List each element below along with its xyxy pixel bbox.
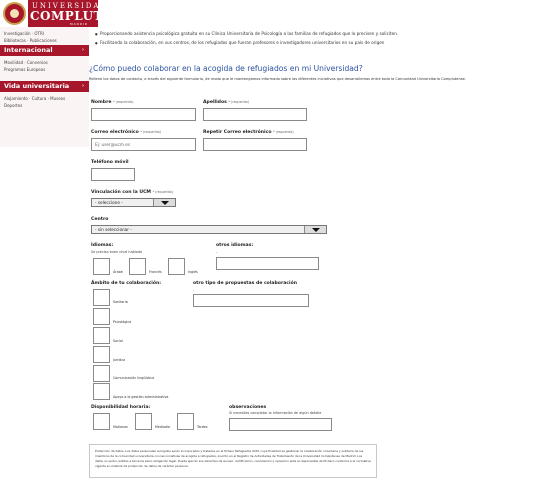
ambito-gestion-checkbox[interactable] [93, 383, 110, 400]
ambito-label: Ámbito de tu colaboración: [91, 281, 162, 286]
form-intro: Rellene los datos de contacto, a través del siguiente formulario, de modo que le mantengamos informado sobre las diferentes iniciativas que desarrollemos entre toda la Comunidad Universitaria Complutense. [89, 77, 466, 81]
chevron-down-icon[interactable] [153, 199, 175, 206]
otros-idiomas-dash: - [216, 250, 218, 254]
otros-idiomas-label: otros idiomas: [216, 243, 254, 248]
telefono-input[interactable] [91, 168, 135, 181]
ambito-sanitaria-label: Sanitaria [113, 300, 128, 304]
form-title: ¿Cómo puedo colaborar en la acogida de refugiados en mi Universidad? [89, 64, 363, 73]
repeat-email-label: Repetir Correo electrónico * (requerido) [203, 130, 294, 135]
sidebar-link-investigacion[interactable]: Investigación · OTRI [4, 31, 44, 36]
otro-tipo-label: otro tipo de propuestas de colaboración [193, 281, 298, 286]
telefono-label: Teléfono móvil [91, 160, 129, 165]
apellidos-input[interactable] [203, 108, 307, 121]
observaciones-hint: Si necesitas completar la información de algún detalle [229, 411, 322, 415]
nombre-label: Nombre * (requerido) [91, 100, 134, 105]
apellidos-label: Apellidos * (requerido) [203, 100, 249, 105]
ambito-psicologica-checkbox[interactable] [93, 308, 110, 325]
chevron-right-icon: › [81, 47, 84, 53]
sidebar-section-vida-universitaria[interactable] [0, 81, 89, 92]
ambito-comunicacion-checkbox[interactable] [93, 365, 110, 382]
vinculacion-selected-value: - seleccione - [95, 200, 123, 205]
ambito-juridica-label: Jurídica [113, 358, 126, 362]
email-field[interactable]: Ej: user@ucm.es [91, 138, 196, 151]
idiomas-label: Idiomas: [91, 243, 114, 248]
brand-main-text: COMPLUTENSE [30, 9, 143, 23]
bullet-item: ● Proporcionando asistencia psicológica gratuita en su Clínica Universitaria de Psicología a las familias de refugiados que lo precisen y soliciten. [100, 31, 398, 36]
disponibilidad-mananas-checkbox[interactable] [93, 413, 110, 430]
idioma-frances-checkbox[interactable] [129, 258, 146, 275]
observaciones-label: observaciones [229, 405, 267, 410]
otro-tipo-dash: - [193, 288, 195, 292]
disponibilidad-label: Disponibilidad horaria: [91, 405, 151, 410]
idioma-arabe-checkbox[interactable] [93, 258, 110, 275]
idioma-ingles-checkbox[interactable] [168, 258, 185, 275]
centro-selected-value: - sin seleccionar - [95, 227, 132, 232]
ambito-comunicacion-label: Comunicación lingüística [113, 376, 155, 380]
idioma-arabe-label: Árabe [113, 270, 123, 274]
sidebar-link-bibliotecas[interactable]: Bibliotecas · Publicaciones [4, 38, 57, 43]
disponibilidad-mananas-label: Mañanas [113, 425, 128, 429]
sidebar-link-alojamiento[interactable]: Alojamiento · Cultura · Museos [4, 96, 66, 101]
disponibilidad-tardes-checkbox[interactable] [177, 413, 194, 430]
idioma-ingles-label: Inglés [188, 270, 198, 274]
ambito-social-label: Social [113, 339, 123, 343]
chevron-right-icon: › [81, 83, 84, 89]
centro-select[interactable] [91, 225, 327, 234]
email-label: Correo electrónico * (requerido) [91, 130, 161, 135]
bullet-item: ● Facilitando la colaboración, en sus centros, de los refugiados que fueran profesores e investigadores universitarios en su país de origen [100, 40, 384, 45]
repeat-email-field[interactable] [203, 138, 307, 151]
site-header [0, 0, 546, 27]
sidebar-section-label: Internacional [4, 46, 53, 54]
vinculacion-select[interactable] [91, 198, 176, 207]
ambito-social-checkbox[interactable] [93, 327, 110, 344]
idiomas-hint: Se precisa buen nivel hablado [91, 250, 143, 254]
sidebar-link-programas[interactable]: Programas Europeos [4, 67, 46, 72]
disponibilidad-tardes-label: Tardes [197, 425, 208, 429]
sidebar [0, 27, 89, 147]
idioma-frances-label: Francés [149, 270, 162, 274]
ambito-sanitaria-checkbox[interactable] [93, 289, 110, 306]
chevron-down-icon[interactable] [304, 226, 326, 233]
centro-label: Centro [91, 217, 109, 222]
nombre-input[interactable] [91, 108, 196, 121]
brand-top-text: UNIVERSIDAD [32, 2, 109, 10]
ambito-juridica-checkbox[interactable] [93, 346, 110, 363]
otros-idiomas-input[interactable] [216, 257, 319, 270]
sidebar-link-deportes[interactable]: Deportes [4, 103, 23, 108]
sidebar-section-label: Vida universitaria [4, 82, 70, 90]
vinculacion-label: Vinculación con la UCM * (requerido) [91, 190, 174, 195]
ambito-psicologica-label: Psicológica [113, 320, 132, 324]
observaciones-input[interactable] [229, 418, 332, 431]
otro-tipo-input[interactable] [193, 294, 309, 307]
disponibilidad-mediodia-checkbox[interactable] [135, 413, 152, 430]
sidebar-link-movilidad[interactable]: Movilidad · Convenios [4, 60, 48, 65]
university-crest-icon[interactable] [3, 2, 26, 25]
disponibilidad-mediodia-label: Mediodía [155, 425, 170, 429]
sidebar-section-internacional[interactable] [0, 45, 89, 56]
ambito-gestion-label: Apoyo a la gestión administrativa [113, 395, 169, 399]
data-protection-notice: Protección de datos: Los datos personales recogidos serán incorporados y tratados en el fichero Refugiados UCM, cuya finalidad es gestionar la colaboración voluntaria y solidaria de los miembros de la comunidad universitaria con las iniciativas de acogida a refugiados, inscrito en el Registro de Actividades de Tratamiento de la Universidad Complutense de Madrid. Los datos no serán cedidos a terceros salvo obligación legal. Puede ejercer sus derechos de acceso, rectificación, cancelación y oposición ante el responsable del fichero conforme a la normativa vigente en materia de protección de datos de carácter personal. [89, 444, 377, 478]
brand-sub-text: MADRID [70, 22, 89, 26]
